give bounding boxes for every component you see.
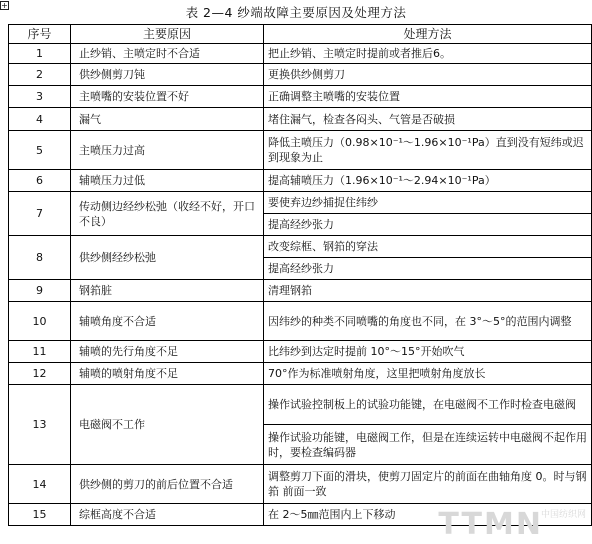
header-no: 序号 (9, 25, 71, 44)
table-row (9, 108, 592, 131)
row-no: 7 (9, 192, 71, 236)
row-method: 操作试验功能键，电磁阀工作，但是在连续运转中电磁阀不起作用 时，要检查编码器 (264, 425, 592, 465)
row-method: 因纬纱的种类不同喷嘴的角度也不同，在 3°～5°的范围内调整 (264, 302, 592, 341)
row-cause: 主喷压力过高 (71, 131, 264, 170)
table-row (9, 86, 592, 108)
row-method: 堵住漏气，检查各闷头、气管是否破损 (264, 108, 592, 131)
row-cause: 传动侧边经纱松弛（收经不好，开口不良） (71, 192, 264, 236)
row-cause: 辅喷的先行角度不足 (71, 341, 264, 363)
row-no: 11 (9, 341, 71, 363)
table-row (9, 170, 592, 192)
row-no: 14 (9, 465, 71, 504)
row-cause: 电磁阀不工作 (71, 385, 264, 465)
row-cause: 止纱销、主喷定时不合适 (71, 44, 264, 64)
table-row (9, 131, 592, 170)
row-method: 70°作为标准喷射角度，这里把喷射角度放长 (264, 363, 592, 385)
watermark-logo (438, 507, 586, 542)
row-cause: 供纱侧剪刀钝 (71, 64, 264, 86)
table-row (9, 341, 592, 363)
table-row (9, 385, 592, 425)
table-row (9, 302, 592, 341)
row-method: 提高辅喷压力（1.96×10⁻¹～2.94×10⁻¹Pa） (264, 170, 592, 192)
row-cause: 钢筘脏 (71, 280, 264, 302)
row-cause: 供纱侧的剪刀的前后位置不合适 (71, 465, 264, 504)
row-no: 9 (9, 280, 71, 302)
row-cause: 辅喷的喷射角度不足 (71, 363, 264, 385)
row-method: 要使弃边纱捕捉住纬纱 (264, 192, 592, 214)
row-cause: 辅喷角度不合适 (71, 302, 264, 341)
row-cause: 辅喷压力过低 (71, 170, 264, 192)
watermark-text: TTMN (438, 507, 543, 542)
watermark-subtext: 中国纺织网 (540, 510, 586, 520)
row-method: 调整剪刀下面的滑块，使剪刀固定片的前面在曲轴角度 0。时与钢筘 前面一致 (264, 465, 592, 504)
table-caption: 表 2—4 纱端故障主要原因及处理方法 (185, 5, 407, 20)
table-row (9, 280, 592, 302)
row-method: 改变综框、钢筘的穿法 (264, 236, 592, 258)
row-no: 5 (9, 131, 71, 170)
table-row (9, 465, 592, 504)
table-row (9, 363, 592, 385)
row-no: 6 (9, 170, 71, 192)
table-anchor-icon[interactable]: + (1, 1, 8, 10)
row-method: 提高经纱张力 (264, 214, 592, 236)
header-method: 处理方法 (264, 25, 592, 44)
header-cause: 主要原因 (71, 25, 264, 44)
fault-table (8, 24, 592, 526)
row-no: 4 (9, 108, 71, 131)
row-no: 13 (9, 385, 71, 465)
row-method: 操作试验控制板上的试验功能键，在电磁阀不工作时检查电磁阀 (264, 385, 592, 425)
row-no: 1 (9, 44, 71, 64)
row-no: 12 (9, 363, 71, 385)
row-method: 正确调整主喷嘴的安装位置 (264, 86, 592, 108)
row-no: 8 (9, 236, 71, 280)
row-method: 降低主喷压力（0.98×10⁻¹～1.96×10⁻¹Pa）直到没有短纬或迟到现象为止 (264, 131, 592, 170)
row-no: 2 (9, 64, 71, 86)
row-cause: 综框高度不合适 (71, 504, 264, 526)
row-method: 比纬纱到达定时提前 10°～15°开始吹气 (264, 341, 592, 363)
row-cause: 漏气 (71, 108, 264, 131)
row-method: 把止纱销、主喷定时提前或者推后6。 (264, 44, 592, 64)
table-row (9, 44, 592, 64)
row-cause: 主喷嘴的安装位置不好 (71, 86, 264, 108)
row-no: 3 (9, 86, 71, 108)
table-row (9, 236, 592, 258)
row-method: 清理钢筘 (264, 280, 592, 302)
row-cause: 供纱侧经纱松弛 (71, 236, 264, 280)
row-no: 15 (9, 504, 71, 526)
row-no: 10 (9, 302, 71, 341)
row-method: 更换供纱侧剪刀 (264, 64, 592, 86)
table-header-row (9, 25, 592, 44)
row-method: 在 2～5㎜范围内上下移动 (264, 504, 592, 526)
table-row (9, 192, 592, 214)
row-method: 提高经纱张力 (264, 258, 592, 280)
table-row (9, 64, 592, 86)
